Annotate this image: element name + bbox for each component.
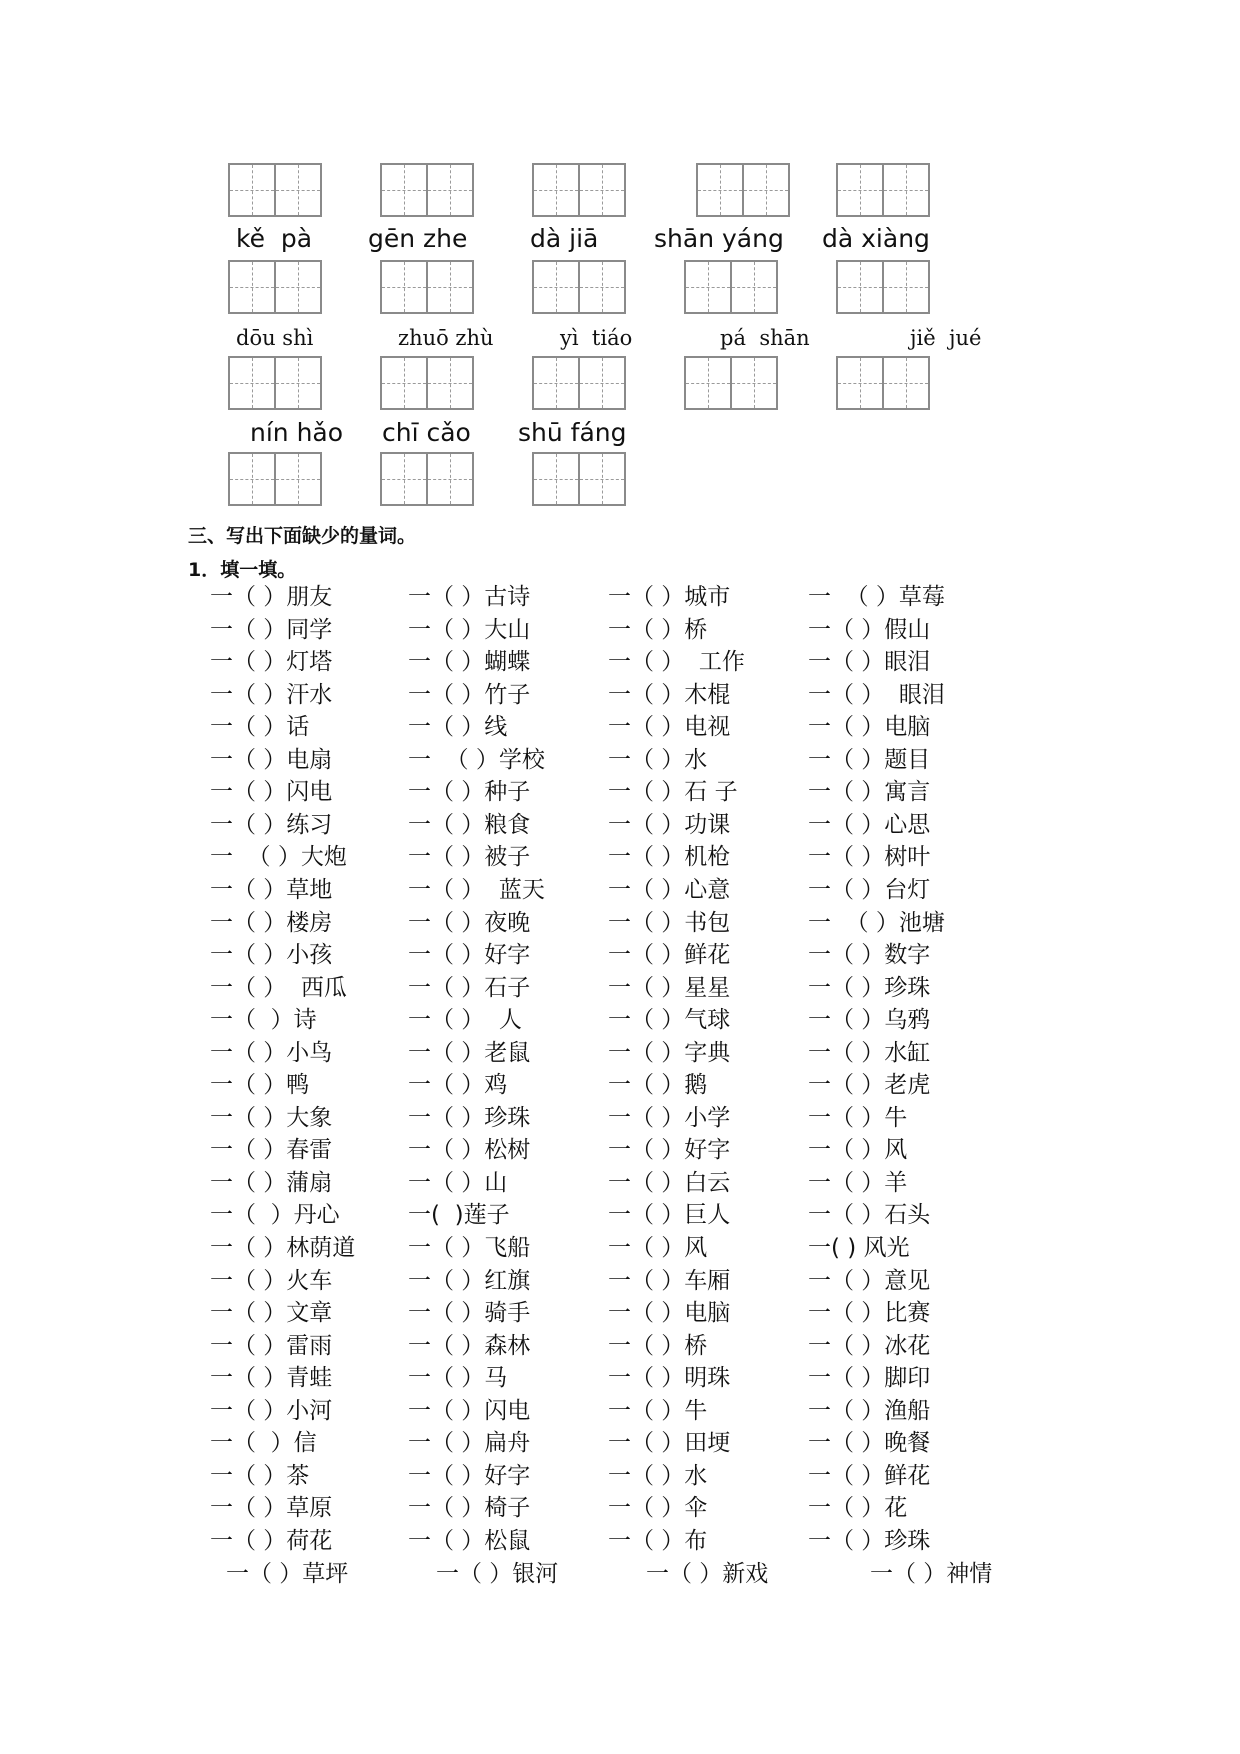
measure-word-item: 一（ ） 西瓜 xyxy=(210,974,347,1001)
measure-word-item: 一（ ）水 xyxy=(608,1462,708,1489)
measure-word-item: 一（ ）脚印 xyxy=(808,1365,931,1392)
measure-word-item: 一（ ）大象 xyxy=(210,1104,333,1131)
measure-word-item: 一（ ）文章 xyxy=(210,1300,333,1327)
measure-word-item: 一（ ）牛 xyxy=(608,1397,708,1424)
measure-word-item: 一（ ）木棍 xyxy=(608,681,731,708)
pinyin-label: gēn zhe xyxy=(368,224,468,253)
pinyin-label: dà xiàng xyxy=(822,224,930,253)
section-heading: 三、写出下面缺少的量词。 xyxy=(188,525,417,547)
measure-word-item: 一（ ）鸭 xyxy=(210,1072,310,1099)
writing-box-pair xyxy=(228,452,328,508)
measure-word-item: 一（ ）雷雨 xyxy=(210,1332,333,1359)
measure-word-item: 一（ ）晚餐 xyxy=(808,1430,931,1457)
measure-word-item: 一（ ）田埂 xyxy=(608,1430,731,1457)
measure-word-item: 一（ ）好字 xyxy=(408,942,531,969)
writing-box-pair xyxy=(532,260,632,316)
measure-word-item: 一（ ）骑手 xyxy=(408,1300,531,1327)
measure-word-item: 一（ ）闪电 xyxy=(408,1397,531,1424)
measure-word-item: 一 （ ）草莓 xyxy=(808,584,945,610)
fill-in-row xyxy=(0,1460,1240,1493)
pinyin-label: yì tiáo xyxy=(560,326,633,350)
pinyin-label: kě pà xyxy=(236,224,313,253)
measure-word-item: 一（ ）心意 xyxy=(608,876,731,903)
measure-word-item: 一（ ）珍珠 xyxy=(408,1104,531,1131)
measure-word-item: 一（ ）楼房 xyxy=(210,909,333,936)
measure-word-item: 一（ ）森林 xyxy=(408,1332,531,1359)
fill-in-row xyxy=(0,1395,1240,1428)
measure-word-item: 一（ ）粮食 xyxy=(408,811,531,838)
measure-word-item: 一（ ）草坪 xyxy=(226,1560,349,1587)
measure-word-item: 一（ ）神情 xyxy=(870,1560,993,1587)
measure-word-item: 一（ ）小学 xyxy=(608,1104,731,1131)
measure-word-item: 一（ ）好字 xyxy=(608,1137,731,1164)
measure-word-item: 一（ ）大山 xyxy=(408,616,531,643)
measure-word-item: 一（ ）水缸 xyxy=(808,1039,931,1066)
measure-word-item: 一（ ）丹心 xyxy=(210,1202,340,1229)
measure-word-item: 一（ ）信 xyxy=(210,1430,317,1457)
fill-in-row xyxy=(0,809,1240,842)
measure-word-item: 一（ ）电视 xyxy=(608,714,731,741)
measure-word-item: 一（ ）扁舟 xyxy=(408,1430,531,1457)
measure-word-item: 一（ ）同学 xyxy=(210,616,333,643)
measure-word-item: 一（ ）数字 xyxy=(808,942,931,969)
fill-in-row xyxy=(0,1004,1240,1037)
measure-word-item: 一（ ） 蓝天 xyxy=(408,876,545,903)
measure-word-item: 一（ ）诗 xyxy=(210,1007,317,1034)
fill-in-row xyxy=(0,744,1240,777)
measure-word-item: 一（ ）巨人 xyxy=(608,1202,731,1229)
measure-word-item: 一（ ）鲜花 xyxy=(808,1462,931,1489)
fill-in-row xyxy=(0,1330,1240,1363)
measure-word-item: 一（ ）字典 xyxy=(608,1039,731,1066)
pinyin-row-3 xyxy=(0,414,1240,454)
fill-in-row xyxy=(0,1492,1240,1525)
measure-word-item: 一（ ）星星 xyxy=(608,974,731,1001)
fill-in-row xyxy=(0,1427,1240,1460)
measure-word-item: 一（ ）功课 xyxy=(608,811,731,838)
writing-box-pair xyxy=(836,356,936,412)
measure-word-item: 一（ ）鸡 xyxy=(408,1072,508,1099)
fill-in-row xyxy=(0,1037,1240,1070)
measure-word-item: 一（ ）车厢 xyxy=(608,1267,731,1294)
fill-in-row xyxy=(0,841,1240,874)
fill-in-row xyxy=(0,907,1240,940)
measure-word-item: 一（ ）假山 xyxy=(808,616,931,643)
measure-word-item: 一（ ）冰花 xyxy=(808,1332,931,1359)
writing-box-pair xyxy=(532,356,632,412)
box-row-4 xyxy=(0,452,1240,508)
writing-box-pair xyxy=(836,260,936,316)
measure-word-item: 一 （ ）大炮 xyxy=(210,844,347,871)
fill-in-row xyxy=(0,1558,1240,1591)
measure-word-item: 一（ ）城市 xyxy=(608,584,731,610)
writing-box-pair xyxy=(532,452,632,508)
fill-in-row xyxy=(0,939,1240,972)
measure-word-item: 一（ ）松树 xyxy=(408,1137,531,1164)
writing-box-pair xyxy=(228,260,328,316)
fill-in-row xyxy=(0,1199,1240,1232)
pinyin-label: jiě jué xyxy=(910,326,982,350)
measure-word-item: 一（ ）竹子 xyxy=(408,681,531,708)
writing-box-pair xyxy=(684,260,784,316)
measure-word-item: 一( ) 风光 xyxy=(808,1235,910,1261)
measure-word-item: 一（ ）山 xyxy=(408,1169,508,1196)
writing-box-pair xyxy=(380,163,480,219)
measure-word-item: 一（ ）乌鸦 xyxy=(808,1007,931,1034)
measure-word-item: 一( )莲子 xyxy=(408,1202,510,1229)
measure-word-item: 一（ ）练习 xyxy=(210,811,333,838)
measure-word-item: 一（ ）风 xyxy=(808,1137,908,1164)
measure-word-item: 一 （ ）学校 xyxy=(408,746,545,773)
measure-word-item: 一（ ）寓言 xyxy=(808,779,931,806)
measure-word-item: 一（ ）松鼠 xyxy=(408,1527,531,1554)
sub-heading: 1．填一填。 xyxy=(188,559,297,581)
measure-word-item: 一（ ）台灯 xyxy=(808,876,931,903)
pinyin-label: shān yáng xyxy=(654,224,784,253)
measure-word-item: 一（ ）草地 xyxy=(210,876,333,903)
measure-word-item: 一（ ）石子 xyxy=(408,974,531,1001)
pinyin-label: nín hǎo xyxy=(250,418,344,447)
measure-word-item: 一（ ）飞船 xyxy=(408,1235,531,1261)
fill-in-row xyxy=(0,581,1240,614)
fill-in-row xyxy=(0,679,1240,712)
measure-word-item: 一（ ）夜晚 xyxy=(408,909,531,936)
measure-word-item: 一（ ）心思 xyxy=(808,811,931,838)
measure-word-item: 一（ ）鲜花 xyxy=(608,942,731,969)
fill-in-row xyxy=(0,1102,1240,1135)
measure-word-item: 一（ ）荷花 xyxy=(210,1527,333,1554)
measure-word-item: 一（ ）马 xyxy=(408,1365,508,1392)
measure-word-item: 一（ ）书包 xyxy=(608,909,731,936)
measure-word-item: 一（ ）老虎 xyxy=(808,1072,931,1099)
pinyin-label: chī cǎo xyxy=(382,418,471,447)
measure-word-item: 一（ ）白云 xyxy=(608,1169,731,1196)
measure-word-item: 一（ ）比赛 xyxy=(808,1300,931,1327)
measure-word-item: 一（ ）电扇 xyxy=(210,746,333,773)
writing-box-pair xyxy=(380,356,480,412)
measure-word-item: 一（ ）桥 xyxy=(608,616,708,643)
writing-box-pair xyxy=(836,163,936,219)
measure-word-item: 一（ ）好字 xyxy=(408,1462,531,1489)
pinyin-row-2 xyxy=(0,318,1240,358)
box-row-2 xyxy=(0,260,1240,316)
measure-word-item: 一（ ）意见 xyxy=(808,1267,931,1294)
measure-word-item: 一（ ）朋友 xyxy=(210,584,333,610)
measure-word-item: 一（ ）林荫道 xyxy=(210,1235,356,1261)
pinyin-label: zhuō zhù xyxy=(398,326,494,350)
measure-word-item: 一（ ）火车 xyxy=(210,1267,333,1294)
measure-word-item: 一（ ）蝴蝶 xyxy=(408,649,531,676)
measure-word-item: 一（ ）小鸟 xyxy=(210,1039,333,1066)
measure-word-item: 一（ ）老鼠 xyxy=(408,1039,531,1066)
measure-word-item: 一（ ）石头 xyxy=(808,1202,931,1229)
measure-word-item: 一（ ）水 xyxy=(608,746,708,773)
fill-in-row xyxy=(0,1167,1240,1200)
measure-word-item: 一（ ）机枪 xyxy=(608,844,731,871)
writing-box-pair xyxy=(380,452,480,508)
measure-word-item: 一（ ）鹅 xyxy=(608,1072,708,1099)
measure-word-item: 一（ ）珍珠 xyxy=(808,1527,931,1554)
measure-word-item: 一（ ）气球 xyxy=(608,1007,731,1034)
measure-word-item: 一（ ）伞 xyxy=(608,1495,708,1522)
box-row-3 xyxy=(0,356,1240,412)
box-row-1 xyxy=(0,163,1240,219)
measure-word-item: 一（ ）渔船 xyxy=(808,1397,931,1424)
measure-word-item: 一（ ）闪电 xyxy=(210,779,333,806)
fill-in-row xyxy=(0,776,1240,809)
measure-word-item: 一（ ）珍珠 xyxy=(808,974,931,1001)
measure-word-item: 一（ ）茶 xyxy=(210,1462,310,1489)
measure-word-item: 一（ ）草原 xyxy=(210,1495,333,1522)
pinyin-label: shū fáng xyxy=(518,418,627,447)
measure-word-item: 一（ ）小河 xyxy=(210,1397,333,1424)
measure-word-item: 一（ ）灯塔 xyxy=(210,649,333,676)
measure-word-item: 一（ ）明珠 xyxy=(608,1365,731,1392)
measure-word-item: 一（ ）青蛙 xyxy=(210,1365,333,1392)
fill-in-row xyxy=(0,711,1240,744)
pinyin-label: dà jiā xyxy=(530,224,599,253)
measure-word-item: 一（ ）红旗 xyxy=(408,1267,531,1294)
measure-word-item: 一（ ）布 xyxy=(608,1527,708,1554)
measure-word-item: 一（ ）古诗 xyxy=(408,584,531,610)
writing-box-pair xyxy=(684,356,784,412)
measure-word-item: 一（ ）电脑 xyxy=(608,1300,731,1327)
measure-word-item: 一（ ）羊 xyxy=(808,1169,908,1196)
measure-word-item: 一（ ） 眼泪 xyxy=(808,681,945,708)
fill-in-row xyxy=(0,1134,1240,1167)
pinyin-label: dōu shì xyxy=(236,326,314,350)
pinyin-label: pá shān xyxy=(720,326,810,350)
measure-word-item: 一（ ） 人 xyxy=(408,1007,522,1034)
fill-in-row xyxy=(0,1362,1240,1395)
fill-in-row xyxy=(0,874,1240,907)
measure-word-item: 一（ ）被子 xyxy=(408,844,531,871)
measure-word-item: 一（ ）电脑 xyxy=(808,714,931,741)
fill-in-row xyxy=(0,614,1240,647)
writing-box-pair xyxy=(532,163,632,219)
measure-word-item: 一（ ）话 xyxy=(210,714,310,741)
pinyin-row-1 xyxy=(0,220,1240,260)
fill-in-row xyxy=(0,1525,1240,1558)
writing-box-pair xyxy=(380,260,480,316)
measure-word-item: 一（ ）汗水 xyxy=(210,681,333,708)
measure-word-item: 一（ ）花 xyxy=(808,1495,908,1522)
measure-word-item: 一（ ）题目 xyxy=(808,746,931,773)
fill-in-row xyxy=(0,1297,1240,1330)
measure-word-item: 一 （ ）池塘 xyxy=(808,909,945,936)
measure-word-item: 一（ ）春雷 xyxy=(210,1137,333,1164)
fill-in-row xyxy=(0,1265,1240,1298)
measure-word-item: 一（ ）蒲扇 xyxy=(210,1169,333,1196)
measure-word-item: 一（ ） 工作 xyxy=(608,649,745,676)
measure-word-item: 一（ ）新戏 xyxy=(646,1560,769,1587)
measure-word-item: 一（ ）石 子 xyxy=(608,779,738,806)
fill-in-row xyxy=(0,1069,1240,1102)
fill-in-row xyxy=(0,1232,1240,1265)
measure-word-item: 一（ ）牛 xyxy=(808,1104,908,1131)
measure-word-item: 一（ ）眼泪 xyxy=(808,649,931,676)
measure-word-item: 一（ ）风 xyxy=(608,1235,708,1261)
measure-word-item: 一（ ）银河 xyxy=(436,1560,559,1587)
measure-word-item: 一（ ）小孩 xyxy=(210,942,333,969)
measure-word-item: 一（ ）桥 xyxy=(608,1332,708,1359)
writing-box-pair xyxy=(228,356,328,412)
measure-word-item: 一（ ）线 xyxy=(408,714,508,741)
fill-in-row xyxy=(0,646,1240,679)
measure-word-item: 一（ ）树叶 xyxy=(808,844,931,871)
writing-box-pair xyxy=(228,163,328,219)
fill-in-row xyxy=(0,972,1240,1005)
writing-box-pair xyxy=(696,163,796,219)
measure-word-item: 一（ ）种子 xyxy=(408,779,531,806)
measure-word-item: 一（ ）椅子 xyxy=(408,1495,531,1522)
